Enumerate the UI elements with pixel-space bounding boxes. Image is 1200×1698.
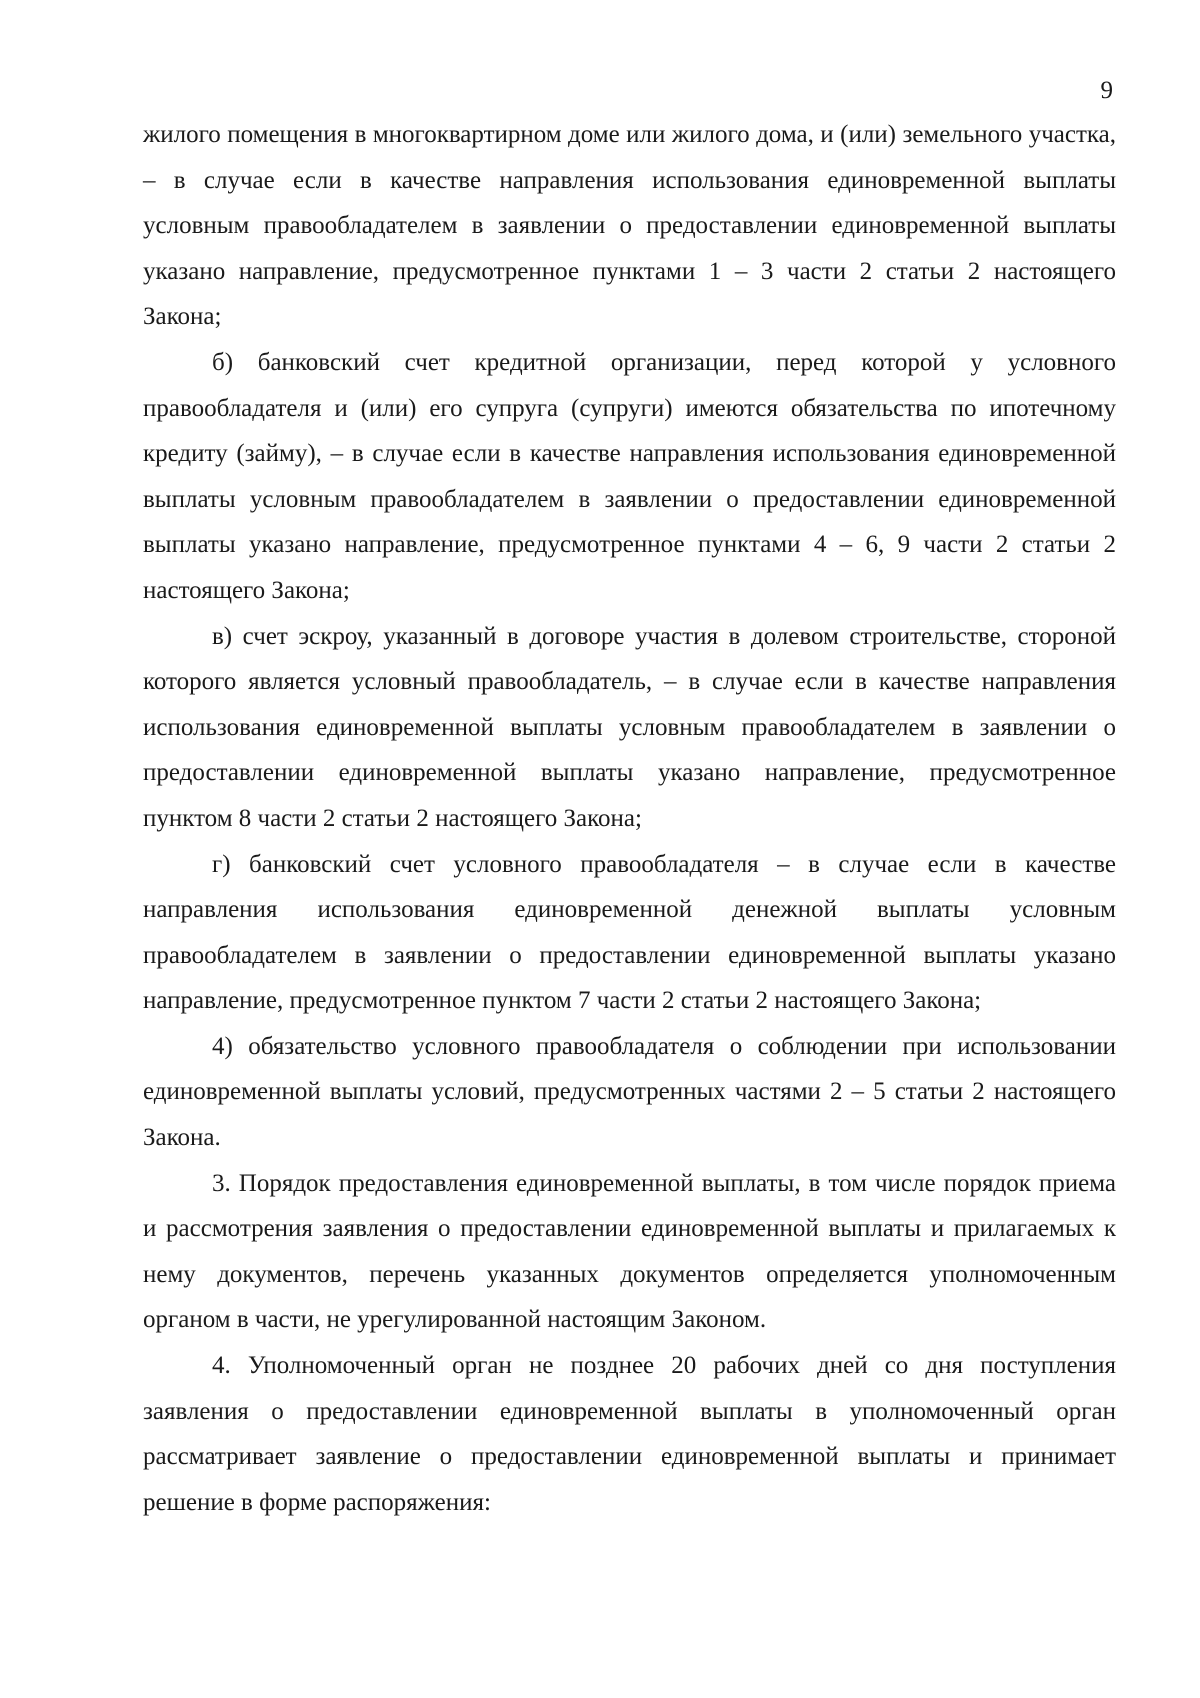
paragraph-continuation: жилого помещения в многоквартирном доме или жилого дома, и (или) земельного участка, – в случае если в качестве направления использования единовременной выплаты условным правообладателем в заявлении о предоставлении единовременной выплаты указано направление, предусмотренное пунктами 1 – 3 части 2 статьи 2 настоящего Закона; bbox=[143, 121, 1116, 331]
paragraph-item-v: в) счет эскроу, указанный в договоре участия в долевом строительстве, стороной которого является условный правообладатель, – в случае если в качестве направления использования единовременной выплаты условным правообладателем в заявлении о предоставлении единовременной выплаты указано направление, предусмотренное пунктом 8 части 2 статьи 2 настоящего Закона; bbox=[143, 622, 1116, 832]
paragraph-part-3: 3. Порядок предоставления единовременной выплаты, в том числе порядок приема и рассмотрения заявления о предоставлении единовременной выплаты и прилагаемых к нему документов, перечень указанных документов определяется уполномоченным органом в части, не урегулированной настоящим Законом. bbox=[143, 1169, 1116, 1334]
page-number: 9 bbox=[1100, 77, 1113, 104]
paragraph-item-4: 4) обязательство условного правообладателя о соблюдении при использовании единовременной выплаты условий, предусмотренных частями 2 – 5 статьи 2 настоящего Закона. bbox=[143, 1032, 1116, 1152]
paragraph-item-g: г) банковский счет условного правообладателя – в случае если в качестве направления использования единовременной денежной выплаты условным правообладателем в заявлении о предоставлении единовременной выплаты указано направление, предусмотренное пунктом 7 части 2 статьи 2 настоящего Закона; bbox=[143, 850, 1116, 1015]
paragraph-item-b: б) банковский счет кредитной организации, перед которой у условного правообладателя и (или) его супруга (супруги) имеются обязательства по ипотечному кредиту (займу), – в случае если в качестве направления использования единовременной выплаты условным правообладателем в заявлении о предоставлении единовременной выплаты указано направление, предусмотренное пунктами 4 – 6, 9 части 2 статьи 2 настоящего Закона; bbox=[143, 348, 1116, 604]
paragraph-part-4: 4. Уполномоченный орган не позднее 20 рабочих дней со дня поступления заявления о предоставлении единовременной выплаты в уполномоченный орган рассматривает заявление о предоставлении единовременной выплаты и принимает решение в форме распоряжения: bbox=[143, 1352, 1116, 1516]
document-body bbox=[143, 112, 1116, 1525]
